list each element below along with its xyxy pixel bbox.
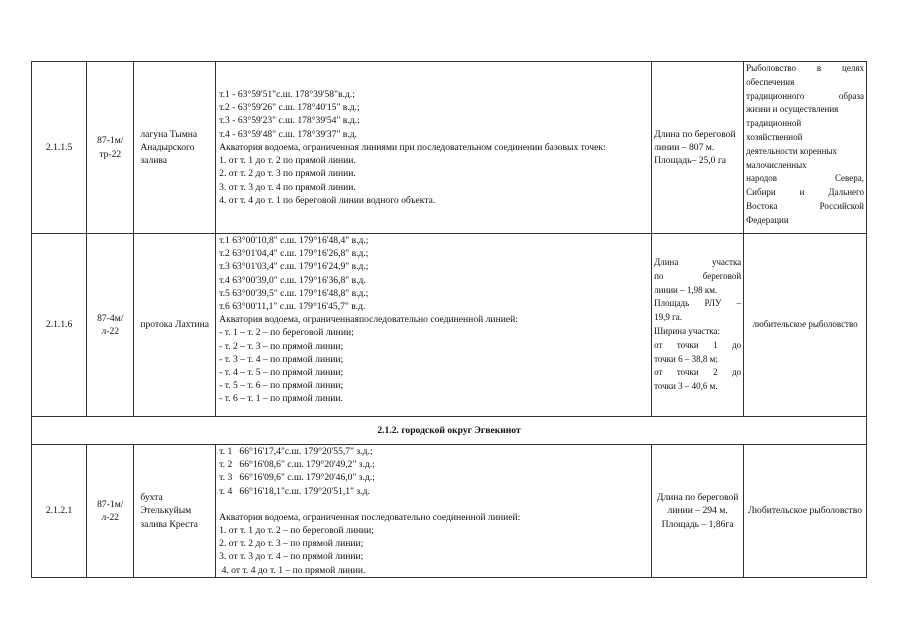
table-row [32, 445, 867, 578]
boundary-line: - т. 4 – т. 5 – по прямой линии; [219, 367, 344, 379]
size-line: от точки 2 до [654, 367, 742, 378]
size-line: точки 3 – 40,6 м. [654, 381, 718, 392]
coord-line: т.6 63°00'11,1" с.ш. 179°16'45,7" в.д. [219, 301, 366, 313]
area-size [652, 62, 744, 234]
boundary-text: Акватория водоема, ограниченная последовательно соединенной линией: [219, 511, 521, 523]
coord-line: т.2 - 63°59'26" с.ш. 178°40'15" в.д.; [219, 102, 360, 114]
boundary-line: 2. от т. 2 до т. 3 – по прямой линии; [219, 538, 364, 550]
purpose-line: традиционного образа [746, 90, 864, 101]
purpose-line: жизни и осуществления [746, 104, 839, 115]
area-description [216, 62, 652, 234]
row-number: 2.1.1.5 [32, 62, 87, 234]
coord-line: т. 3 66°16'09,6" с.ш. 179°20'46,0" з.д.; [219, 472, 375, 484]
boundary-text: Акватория водоема, ограниченная линиями при последовательном соединении базовых точек: [219, 141, 606, 153]
coord-line: т.3 - 63°59'23" с.ш. 178°39'54" в.д.; [219, 115, 360, 127]
row-number: 2.1.2.1 [32, 445, 87, 578]
area-size [652, 445, 744, 578]
section-title: 2.1.2. городской округ Эгвекинот [32, 417, 867, 445]
area-code: 87-1м/тр-22 [87, 62, 134, 234]
area-text: Площадь– 25,0 га [654, 155, 727, 167]
purpose-line: Сибири и Дальнего [746, 187, 864, 198]
boundary-line: - т. 5 – т. 6 – по прямой линии; [219, 380, 344, 392]
purpose-line: народов Севера, [746, 173, 864, 184]
boundary-text: Акватория водоема, ограниченнаяпоследовательно соединенной линией: [219, 314, 518, 326]
length-text: Длина по береговой линии – 807 м. [654, 128, 736, 153]
purpose-line: традиционной [746, 118, 802, 129]
coord-line: т. 2 66°16'08,6" с.ш. 179°20'49,2" з.д.; [219, 459, 375, 471]
coord-line: т.3 63°01'03,4" с.ш. 179°16'24,9" в.д.; [219, 261, 369, 273]
area-description [216, 234, 652, 417]
purpose-line: Востока Российской [746, 200, 864, 211]
boundary-line: 3. от т. 3 до т. 4 по прямой линии. [219, 181, 356, 193]
coord-line: т.5 63°00'39,5" с.ш. 179°16'48,8" в.д.; [219, 287, 369, 299]
boundary-line: 4. от т. 4 до т. 1 – по прямой линии. [219, 564, 366, 576]
water-body-name: бухта Этелькуйым залива Креста [134, 445, 216, 578]
area-text: Площадь – 1,86га [661, 518, 734, 530]
boundary-line: - т. 2 – т. 3 – по прямой линии; [219, 340, 344, 352]
boundary-line: - т. 6 – т. 1 – по прямой линии. [219, 393, 343, 405]
fishing-areas-table [31, 61, 867, 578]
size-line: по береговой [654, 270, 742, 281]
purpose-line: Федерации [746, 214, 789, 225]
size-line: 19,9 га. [654, 312, 683, 323]
purpose-line: хозяйственной [746, 131, 803, 142]
purpose-line: Рыболовство в целях [746, 63, 864, 73]
water-body-name: протока Лахтина [134, 234, 216, 417]
section-header-row [32, 417, 867, 445]
coord-line: т.4 - 63°59'48" с.ш. 178°39'37" в.д. [219, 128, 357, 140]
coord-line: т.2 63°01'04,4" с.ш. 179°16'26,8" в.д.; [219, 248, 369, 260]
size-line: от точки 1 до [654, 339, 742, 350]
area-size [652, 234, 744, 417]
coord-line: т.1 63°00'10,8" с.ш. 179°16'48,4" в.д.; [219, 235, 369, 246]
size-line: линии – 1,98 км. [654, 284, 718, 295]
boundary-line: - т. 3 – т. 4 – по прямой линии; [219, 353, 344, 365]
fishing-purpose [744, 234, 867, 417]
boundary-line: 1. от т. 1 до т. 2 по прямой линии. [219, 155, 356, 167]
boundary-line: 1. от т. 1 до т. 2 – по береговой линии; [219, 525, 374, 537]
length-text: Длина по береговой линии – 294 м. [656, 492, 739, 517]
fishing-purpose [744, 62, 867, 234]
table-row [32, 234, 867, 417]
purpose-line: деятельности коренных [746, 145, 838, 156]
size-line: Длина участка [654, 257, 742, 268]
boundary-line: 4. от т. 4 до т. 1 по береговой линии водного объекта. [219, 194, 436, 206]
area-code: 87-4м/л-22 [87, 234, 134, 417]
fishing-purpose [744, 445, 867, 578]
boundary-line: 2. от т. 2 до т. 3 по прямой линии. [219, 168, 356, 180]
area-code: 87-1м/л-22 [87, 445, 134, 578]
coord-line: т.1 - 63°59'51"с.ш. 178°39'58"в.д.; [219, 89, 355, 101]
boundary-line: 3. от т. 3 до т. 4 – по прямой линии; [219, 551, 364, 563]
spacer [219, 498, 649, 511]
water-body-name: лагуна Тымна Анадырского залива [134, 62, 216, 234]
purpose-text: Любительское рыболовство [748, 505, 863, 517]
area-description [216, 445, 652, 578]
table-row [32, 62, 867, 234]
boundary-line: - т. 1 – т. 2 – по береговой линии; [219, 327, 354, 339]
coord-line: т.4 63°00'39,0" с.ш. 179°16'36,8" в.д. [219, 274, 366, 286]
size-line: Площадь РЛУ – [654, 298, 742, 309]
coord-line: т. 1 66°16'17,4"с.ш. 179°20'55,7" з.д.; [219, 446, 373, 457]
purpose-line: обеспечения [746, 76, 795, 87]
purpose-line: малочисленных [746, 159, 807, 170]
size-line: Ширина участка: [654, 326, 721, 336]
coord-line: т. 4 66°16'18,1"с.ш. 179°20'51,1" з.д. [219, 485, 370, 497]
size-line: точки 6 – 38,8 м; [654, 353, 718, 364]
row-number: 2.1.1.6 [32, 234, 87, 417]
purpose-text: любительское рыболовство [752, 319, 858, 330]
